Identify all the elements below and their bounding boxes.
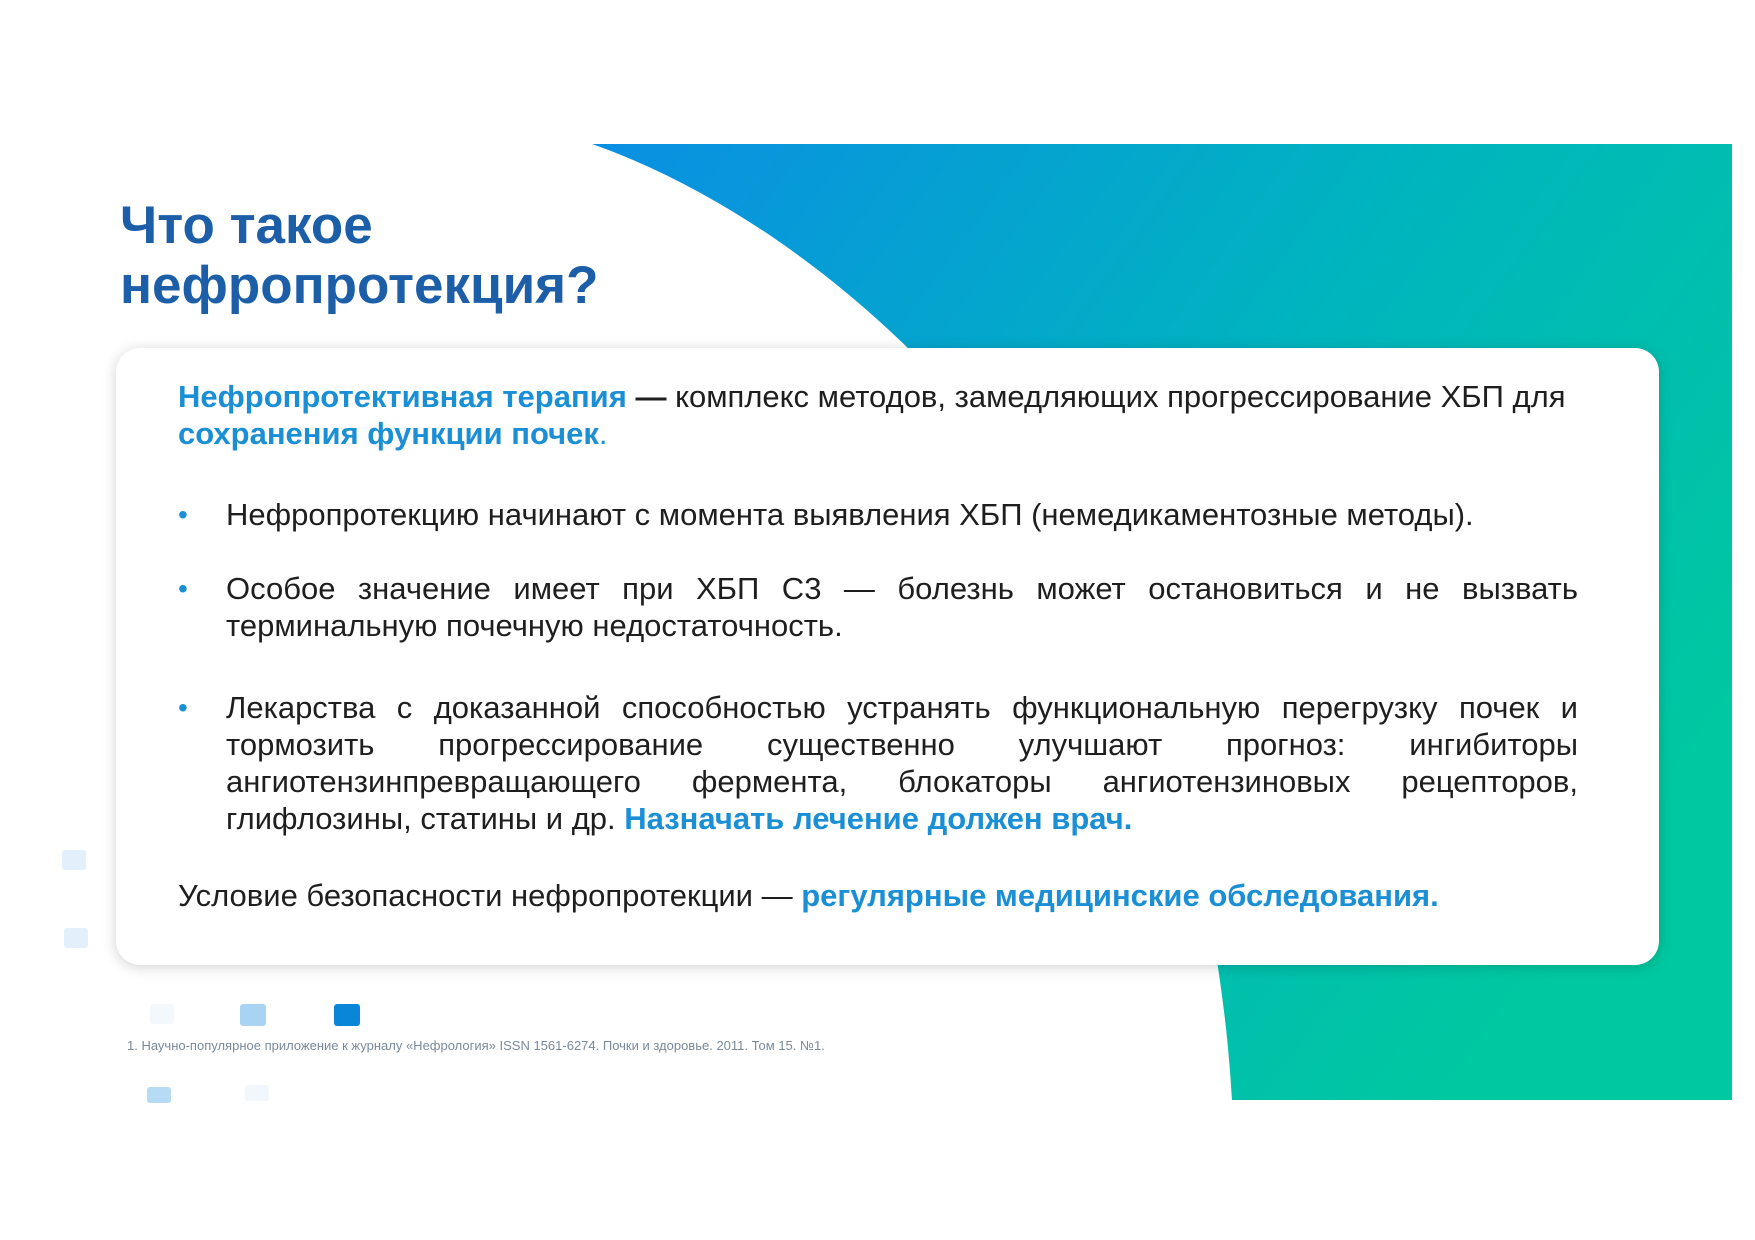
bullet-text (226, 496, 1578, 533)
decor-square (64, 928, 88, 948)
outro-paragraph (178, 877, 1578, 914)
intro-paragraph (178, 378, 1578, 452)
intro-highlight: сохранения функции почек (178, 416, 599, 451)
title-line-2: нефропротекция? (120, 256, 599, 315)
intro-text: комплекс методов, замедляющих прогрессирование ХБП для (675, 379, 1566, 414)
bullet-text (226, 570, 1578, 644)
outro-text: Условие безопасности нефропротекции — (178, 878, 802, 913)
page-title (120, 196, 598, 316)
bullet-text-body: Нефропротекцию начинают с момента выявления ХБП (немедикаментозные методы). (226, 497, 1474, 532)
bullet-text-body: Лекарства с доказанной способностью устранять функциональную перегрузку почек и тормозить прогрессирование существенно улучшают прогноз: ингибиторы ангиотензинпревращающего фермента, блокаторы ангиотензиновых рецепторов, глифлозины, статины и др. (226, 690, 1578, 836)
bullet-marker: • (178, 499, 188, 530)
bullet-text-body: Особое значение имеет при ХБП С3 — болезнь может остановиться и не вызвать терминальную почечную недостаточность. (226, 571, 1578, 643)
decor-square (147, 1087, 171, 1103)
bullet-text (226, 689, 1578, 837)
bullet-marker: • (178, 692, 188, 723)
decor-square (334, 1004, 360, 1026)
content-card (116, 348, 1659, 965)
decor-square (62, 850, 86, 870)
title-line-1: Что такое (120, 196, 373, 255)
bullet-highlight: Назначать лечение должен врач. (624, 801, 1133, 836)
outro-highlight: регулярные медицинские обследования. (801, 878, 1439, 913)
decor-square (240, 1004, 266, 1026)
intro-dash: — (626, 379, 676, 414)
footnote: 1. Научно-популярное приложение к журналу «Нефрология» ISSN 1561-6274. Почки и здоровье. 2011. Том 15. №1. (127, 1038, 825, 1053)
bullet-marker: • (178, 573, 188, 604)
intro-term: Нефропротективная терапия (178, 379, 627, 414)
decor-square (245, 1085, 269, 1101)
decor-square (150, 1004, 174, 1024)
intro-end: . (598, 416, 608, 451)
